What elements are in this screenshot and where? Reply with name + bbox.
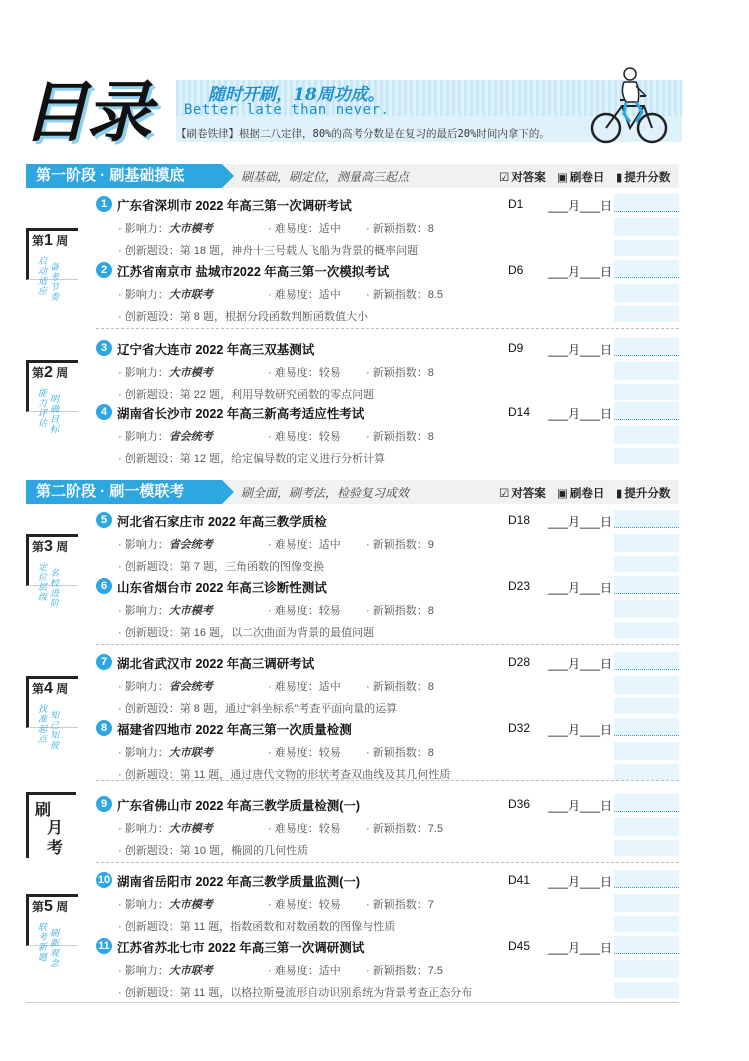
score-field-bg xyxy=(614,534,679,552)
answer-page: D1 xyxy=(508,197,524,211)
score-field-bg xyxy=(614,384,679,400)
divider xyxy=(96,328,679,329)
score-field[interactable] xyxy=(614,260,679,278)
novelty-value: 7 xyxy=(427,899,434,911)
exam-number-badge: 11 xyxy=(96,938,112,954)
section-motto: 刷基础，刷定位，测量高三起点 xyxy=(241,170,410,184)
exam-feature: · 创新题设：第 18 题，神舟十三号载人飞船为背景的概率问题 xyxy=(118,245,419,257)
score-field-bg xyxy=(614,362,679,380)
paper-date-field[interactable]: ___月___日 xyxy=(548,581,613,595)
novelty-value: 8.5 xyxy=(427,289,444,301)
score-field[interactable] xyxy=(614,936,679,954)
influence-value: 省会统考 xyxy=(168,539,213,551)
score-field-bg xyxy=(614,426,679,444)
month-exam-badge: 刷 月 考 xyxy=(26,792,76,858)
divider xyxy=(96,644,679,645)
exam-feature: · 创新题设：第 11 题，指数函数和对数函数的图像与性质 xyxy=(118,921,396,933)
feature-value: 第 7 题，三角函数的图像变换 xyxy=(179,561,324,573)
score-field-bg xyxy=(614,306,679,322)
paper-day-column-header: ▣ 刷卷日 xyxy=(557,172,605,184)
exam-feature: · 创新题设：第 8 题，根据分段函数判断函数值大小 xyxy=(118,311,368,323)
exam-name[interactable]: 河北省石家庄市 2022 年高三教学质检 xyxy=(117,515,327,529)
difficulty-value: 适中 xyxy=(318,965,341,977)
answer-page: D18 xyxy=(508,513,531,527)
feature-value: 第 22 题，利用导数研究函数的零点问题 xyxy=(179,389,375,401)
section-label: 第一阶段 · 刷基础摸底 xyxy=(26,164,222,188)
difficulty-value: 较易 xyxy=(318,747,341,759)
feature-value: 第 12 题，给定偏导数的定义进行分析计算 xyxy=(179,453,386,465)
exam-number-badge: 8 xyxy=(96,720,112,736)
difficulty-value: 较易 xyxy=(318,605,341,617)
paper-date-field[interactable]: ___月___日 xyxy=(548,799,613,813)
exam-number-badge: 7 xyxy=(96,654,112,670)
exam-name[interactable]: 湖北省武汉市 2022 年高三调研考试 xyxy=(117,657,315,671)
score-field-bg xyxy=(614,840,679,856)
feature-value: 第 8 题，根据分段函数判断函数值大小 xyxy=(179,311,368,323)
score-field[interactable] xyxy=(614,402,679,420)
week-subtitle: 备考节奏 xyxy=(50,262,60,302)
feature-value: 第 16 题，以二次曲面为背景的最值问题 xyxy=(179,627,375,639)
influence-value: 大市联考 xyxy=(168,289,213,301)
score-field[interactable] xyxy=(614,194,679,212)
score-field-bg xyxy=(614,982,679,998)
paper-date-field[interactable]: ___月___日 xyxy=(548,657,613,671)
difficulty-value: 适中 xyxy=(318,223,341,235)
exam-feature: · 创新题设：第 10 题，椭圆的几何性质 xyxy=(118,845,309,857)
exam-name[interactable]: 广东省佛山市 2022 年高三教学质量检测(一) xyxy=(117,799,361,813)
exam-name[interactable]: 江苏省苏北七市 2022 年高三第一次调研测试 xyxy=(117,941,365,955)
answer-page: D41 xyxy=(508,873,531,887)
week-subtitle: 刷新观念 xyxy=(50,928,60,968)
score-field[interactable] xyxy=(614,510,679,528)
paper-day-column-header: ▣ 刷卷日 xyxy=(557,488,605,500)
answer-column-header: ☑ 对答案 xyxy=(499,172,546,184)
checkbox-icon: ☑ xyxy=(499,488,510,500)
feature-value: 第 11 题，通过唐代文物的形状考查双曲线及其几何性质 xyxy=(179,769,451,781)
paper-date-field[interactable]: ___月___日 xyxy=(548,723,613,737)
exam-feature: · 创新题设：第 12 题，给定偏导数的定义进行分析计算 xyxy=(118,453,386,465)
answer-page: D45 xyxy=(508,939,531,953)
feature-value: 第 11 题，指数函数和对数函数的图像与性质 xyxy=(179,921,396,933)
exam-feature: · 创新题设：第 11 题，通过唐代文物的形状考查双曲线及其几何性质 xyxy=(118,769,451,781)
feature-value: 第 10 题，椭圆的几何性质 xyxy=(179,845,309,857)
bar-chart-icon: ▮ xyxy=(616,488,623,500)
novelty-value: 8 xyxy=(427,367,434,379)
answer-page: D14 xyxy=(508,405,531,419)
section-bar-stage-1 xyxy=(26,164,679,188)
answer-page: D6 xyxy=(508,263,524,277)
answer-page: D28 xyxy=(508,655,531,669)
score-field[interactable] xyxy=(614,794,679,812)
influence-value: 省会统考 xyxy=(168,681,213,693)
week-subtitle: 名校进阶 xyxy=(50,568,60,608)
exam-feature: · 创新题设：第 11 题，以格拉斯曼流形自动识别系统为背景考查正态分布 xyxy=(118,987,473,999)
difficulty-value: 适中 xyxy=(318,289,341,301)
score-field[interactable] xyxy=(614,338,679,356)
score-field-bg xyxy=(614,894,679,912)
novelty-value: 8 xyxy=(427,223,434,235)
paper-date-field[interactable]: ___月___日 xyxy=(548,199,613,213)
exam-name[interactable]: 辽宁省大连市 2022 年高三双基测试 xyxy=(117,343,315,357)
cyclist-illustration-icon xyxy=(590,66,670,148)
exam-name[interactable]: 广东省深圳市 2022 年高三第一次调研考试 xyxy=(117,199,352,213)
score-field-bg xyxy=(614,698,679,714)
answer-page: D23 xyxy=(508,579,531,593)
week-subtitle: 能力评估 xyxy=(38,388,48,428)
week-subtitle: 定位层级 xyxy=(38,562,48,602)
difficulty-value: 较易 xyxy=(318,431,341,443)
section-motto: 刷全面，刷考法，检验复习成效 xyxy=(241,486,410,500)
paper-date-field[interactable]: ___月___日 xyxy=(548,265,613,279)
difficulty-value: 较易 xyxy=(318,823,341,835)
answer-page: D36 xyxy=(508,797,531,811)
week-subtitle: 找准起点 xyxy=(38,704,48,744)
week-subtitle: 启动适应 xyxy=(38,256,48,296)
novelty-value: 8 xyxy=(427,681,434,693)
exam-number-badge: 10 xyxy=(97,874,111,886)
exam-name[interactable]: 湖南省长沙市 2022 年高三新高考适应性考试 xyxy=(117,407,365,421)
score-field-bg xyxy=(614,240,679,256)
difficulty-value: 适中 xyxy=(318,539,341,551)
exam-name[interactable]: 江苏省南京市 盐城市2022 年高三第一次模拟考试 xyxy=(117,265,390,279)
answer-column-header: ☑ 对答案 xyxy=(499,488,546,500)
novelty-value: 8 xyxy=(427,747,434,759)
novelty-value: 8 xyxy=(427,605,434,617)
exam-number-badge: 1 xyxy=(96,196,112,212)
paper-date-field[interactable]: ___月___日 xyxy=(548,407,613,421)
influence-value: 大市模考 xyxy=(168,605,213,617)
exam-feature: · 创新题设：第 7 题，三角函数的图像变换 xyxy=(118,561,324,573)
divider xyxy=(96,862,679,863)
score-field-bg xyxy=(614,622,679,638)
difficulty-value: 适中 xyxy=(318,681,341,693)
score-column-header: ▮ 提升分数 xyxy=(616,488,671,500)
novelty-value: 9 xyxy=(427,539,434,551)
exam-number-badge: 4 xyxy=(96,404,112,420)
week-subtitle: 联考新题 xyxy=(38,922,48,962)
answer-page: D32 xyxy=(508,721,531,735)
paper-date-field[interactable]: ___月___日 xyxy=(548,875,613,889)
week-subtitle: 明确目标 xyxy=(50,394,60,434)
exam-feature: · 创新题设：第 22 题，利用导数研究函数的零点问题 xyxy=(118,389,375,401)
feature-value: 第 11 题，以格拉斯曼流形自动识别系统为背景考查正态分布 xyxy=(179,987,473,999)
influence-value: 大市联考 xyxy=(168,747,213,759)
exam-number-badge: 9 xyxy=(96,796,112,812)
influence-value: 大市模考 xyxy=(168,367,213,379)
novelty-value: 7.5 xyxy=(427,823,444,835)
divider xyxy=(96,780,679,781)
score-field-bg xyxy=(614,960,679,978)
exam-number-badge: 3 xyxy=(96,340,112,356)
exam-number-badge: 6 xyxy=(96,578,112,594)
section-label: 第二阶段 · 刷一模联考 xyxy=(26,480,222,504)
score-field-bg xyxy=(614,818,679,836)
slogan-chinese: 随时开刷，18周功成。 xyxy=(208,85,385,105)
influence-value: 大市模考 xyxy=(168,823,213,835)
exam-name[interactable]: 湖南省岳阳市 2022 年高三教学质量监测(一) xyxy=(117,875,361,889)
influence-value: 大市模考 xyxy=(168,223,213,235)
calendar-icon: ▣ xyxy=(557,488,568,500)
feature-value: 第 8 题，通过“斜坐标系”考查平面向量的运算 xyxy=(179,703,398,715)
exam-number-badge: 5 xyxy=(96,512,112,528)
influence-value: 大市联考 xyxy=(168,965,213,977)
score-field-bg xyxy=(614,742,679,760)
influence-value: 省会统考 xyxy=(168,431,213,443)
score-field-bg xyxy=(614,916,679,932)
exam-feature: · 创新题设：第 8 题，通过“斜坐标系”考查平面向量的运算 xyxy=(118,703,398,715)
score-field[interactable] xyxy=(614,652,679,670)
score-field-bg xyxy=(614,556,679,572)
score-field-bg xyxy=(614,448,679,464)
page-title: 目录 xyxy=(22,74,150,151)
influence-value: 大市模考 xyxy=(168,899,213,911)
feature-value: 第 18 题，神舟十三号载人飞船为背景的概率问题 xyxy=(179,245,419,257)
score-field[interactable] xyxy=(614,718,679,736)
novelty-value: 8 xyxy=(427,431,434,443)
divider xyxy=(26,1002,679,1003)
score-field-bg xyxy=(614,600,679,618)
slogan-english: Better late than never. xyxy=(184,102,390,118)
calendar-icon: ▣ xyxy=(557,172,568,184)
week-subtitle: 知己知彼 xyxy=(50,710,60,750)
exam-number-badge: 2 xyxy=(96,262,112,278)
score-field-bg xyxy=(614,764,679,780)
study-rule: 【刷卷铁律】根据二八定律，80%的高考分数是在复习的最后20%时间内拿下的。 xyxy=(176,128,550,140)
score-field[interactable] xyxy=(614,576,679,594)
score-field-bg xyxy=(614,676,679,694)
novelty-value: 7.5 xyxy=(427,965,444,977)
score-column-header: ▮ 提升分数 xyxy=(616,172,671,184)
checkbox-icon: ☑ xyxy=(499,172,510,184)
difficulty-value: 较易 xyxy=(318,899,341,911)
section-bar-stage-2 xyxy=(26,480,679,504)
answer-page: D9 xyxy=(508,341,524,355)
exam-feature: · 创新题设：第 16 题，以二次曲面为背景的最值问题 xyxy=(118,627,375,639)
score-field-bg xyxy=(614,284,679,302)
exam-name[interactable]: 山东省烟台市 2022 年高三诊断性测试 xyxy=(117,581,327,595)
score-field[interactable] xyxy=(614,870,679,888)
bar-chart-icon: ▮ xyxy=(616,172,623,184)
exam-name[interactable]: 福建省四地市 2022 年高三第一次质量检测 xyxy=(117,723,352,737)
paper-date-field[interactable]: ___月___日 xyxy=(548,941,613,955)
paper-date-field[interactable]: ___月___日 xyxy=(548,515,613,529)
paper-date-field[interactable]: ___月___日 xyxy=(548,343,613,357)
score-field-bg xyxy=(614,218,679,236)
difficulty-value: 较易 xyxy=(318,367,341,379)
